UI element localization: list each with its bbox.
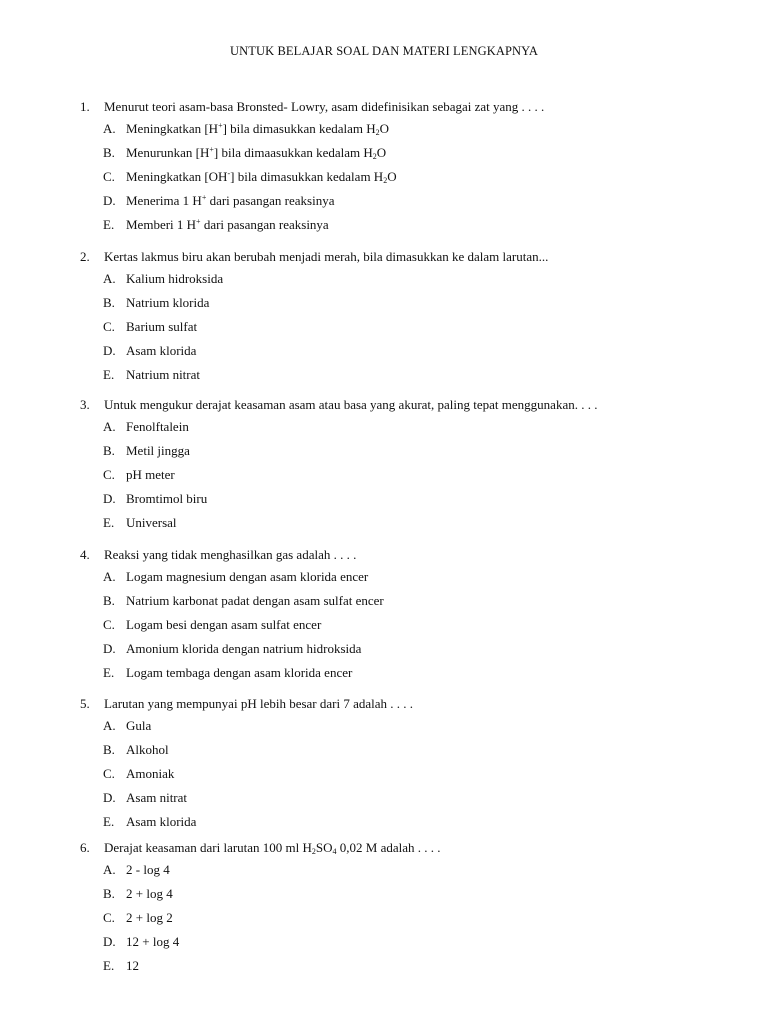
question-5	[80, 694, 720, 834]
question-stem	[80, 694, 720, 714]
question-stem	[80, 247, 720, 267]
answer-option	[80, 339, 720, 363]
answer-option	[80, 714, 720, 738]
answer-option	[80, 613, 720, 637]
option-text: Barium sulfat	[126, 319, 198, 334]
answer-option	[80, 738, 720, 762]
answer-option	[80, 363, 720, 387]
option-text: Universal	[126, 515, 177, 530]
option-text: 2 + log 4	[126, 886, 173, 901]
answer-option	[80, 439, 720, 463]
question-text: Reaksi yang tidak menghasilkan gas adalah . . . .	[104, 547, 357, 562]
question-number: 1.	[80, 99, 90, 114]
option-text: Logam besi dengan asam sulfat encer	[126, 617, 322, 632]
answer-option	[80, 786, 720, 810]
question-number: 2.	[80, 249, 90, 264]
option-label: D.	[103, 641, 116, 656]
question-number: 5.	[80, 696, 90, 711]
answer-option	[80, 165, 720, 189]
option-text: Memberi 1 H+ dari pasangan reaksinya	[126, 217, 329, 232]
option-label: C.	[103, 766, 115, 781]
option-label: B.	[103, 886, 115, 901]
option-label: C.	[103, 617, 115, 632]
question-6	[80, 838, 720, 978]
option-text: 12 + log 4	[126, 934, 180, 949]
option-label: A.	[103, 121, 116, 136]
answer-option	[80, 906, 720, 930]
question-text: Derajat keasaman dari larutan 100 ml $H_2SO_4$ 0,02 M adalah . . . .	[104, 840, 441, 856]
option-text: Natrium nitrat	[126, 367, 201, 382]
answer-option	[80, 930, 720, 954]
option-text: Amoniak	[126, 766, 175, 781]
option-text: Menerima 1 H+ dari pasangan reaksinya	[126, 193, 335, 208]
option-text: 12	[126, 958, 139, 973]
answer-option	[80, 213, 720, 237]
option-text: Fenolftalein	[126, 419, 189, 434]
option-label: B.	[103, 742, 115, 757]
answer-option	[80, 762, 720, 786]
option-text: Logam tembaga dengan asam klorida encer	[126, 665, 353, 680]
option-label: E.	[103, 958, 115, 973]
option-label: B.	[103, 145, 115, 160]
page-title: UNTUK BELAJAR SOAL DAN MATERI LENGKAPNYA	[229, 44, 539, 58]
answer-option	[80, 954, 720, 978]
option-text: Metil jingga	[126, 443, 190, 458]
answer-option	[80, 315, 720, 339]
option-label: D.	[103, 491, 116, 506]
option-label: C.	[103, 319, 115, 334]
option-label: E.	[103, 814, 115, 829]
answer-option	[80, 487, 720, 511]
answer-option	[80, 291, 720, 315]
option-label: E.	[103, 217, 115, 232]
option-text: Logam magnesium dengan asam klorida encer	[126, 569, 369, 584]
option-text: Natrium klorida	[126, 295, 210, 310]
answer-option	[80, 810, 720, 834]
answer-option	[80, 463, 720, 487]
question-stem	[80, 545, 720, 565]
question-stem	[80, 97, 720, 117]
option-text: 2 + log 2	[126, 910, 173, 925]
option-label: C.	[103, 910, 115, 925]
question-1	[80, 97, 720, 237]
question-text: Menurut teori asam-basa Bronsted- Lowry, asam didefinisikan sebagai zat yang . . . .	[104, 99, 545, 114]
answer-option	[80, 189, 720, 213]
option-text: Gula	[126, 718, 152, 733]
question-number: 4.	[80, 547, 90, 562]
option-text: Alkohol	[126, 742, 169, 757]
option-text: Asam klorida	[126, 814, 197, 829]
question-2	[80, 247, 720, 387]
question-text: Larutan yang mempunyai pH lebih besar dari 7 adalah . . . .	[104, 696, 414, 711]
answer-option	[80, 661, 720, 685]
option-label: B.	[103, 295, 115, 310]
option-text: Bromtimol biru	[126, 491, 208, 506]
option-text: Menurunkan [H+] bila dimaasukkan kedalam $H_2O$	[126, 145, 387, 161]
option-text: Kalium hidroksida	[126, 271, 224, 286]
option-label: D.	[103, 193, 116, 208]
answer-option	[80, 267, 720, 291]
option-label: A.	[103, 718, 116, 733]
question-4	[80, 545, 720, 685]
question-stem	[80, 395, 720, 415]
option-label: D.	[103, 934, 116, 949]
answer-option	[80, 589, 720, 613]
question-text: Untuk mengukur derajat keasaman asam atau basa yang akurat, paling tepat menggunakan. . . .	[104, 397, 598, 412]
answer-option	[80, 882, 720, 906]
question-stem	[80, 838, 720, 858]
option-label: A.	[103, 862, 116, 877]
answer-option	[80, 415, 720, 439]
option-label: A.	[103, 271, 116, 286]
option-text: Asam klorida	[126, 343, 197, 358]
answer-option	[80, 511, 720, 535]
question-number: 3.	[80, 397, 90, 412]
option-text: Natrium karbonat padat dengan asam sulfat encer	[126, 593, 384, 608]
option-label: C.	[103, 169, 115, 184]
option-text: Amonium klorida dengan natrium hidroksida	[126, 641, 362, 656]
answer-option	[80, 858, 720, 882]
question-number: 6.	[80, 840, 90, 855]
option-label: A.	[103, 419, 116, 434]
option-text: pH meter	[126, 467, 175, 482]
option-text: Meningkatkan [H+] bila dimasukkan kedalam $H_2O$	[126, 121, 390, 137]
option-label: E.	[103, 367, 115, 382]
option-label: A.	[103, 569, 116, 584]
option-label: D.	[103, 343, 116, 358]
option-label: D.	[103, 790, 116, 805]
option-label: C.	[103, 467, 115, 482]
question-text: Kertas lakmus biru akan berubah menjadi merah, bila dimasukkan ke dalam larutan...	[104, 249, 549, 264]
option-label: E.	[103, 665, 115, 680]
answer-option	[80, 565, 720, 589]
option-text: Asam nitrat	[126, 790, 188, 805]
answer-option	[80, 117, 720, 141]
option-text: 2 - log 4	[126, 862, 170, 877]
answer-option	[80, 637, 720, 661]
answer-option	[80, 141, 720, 165]
option-label: B.	[103, 443, 115, 458]
option-label: E.	[103, 515, 115, 530]
option-text: Meningkatkan [OH-] bila dimasukkan kedalam $H_2O$	[126, 169, 397, 185]
question-3	[80, 395, 720, 535]
option-label: B.	[103, 593, 115, 608]
